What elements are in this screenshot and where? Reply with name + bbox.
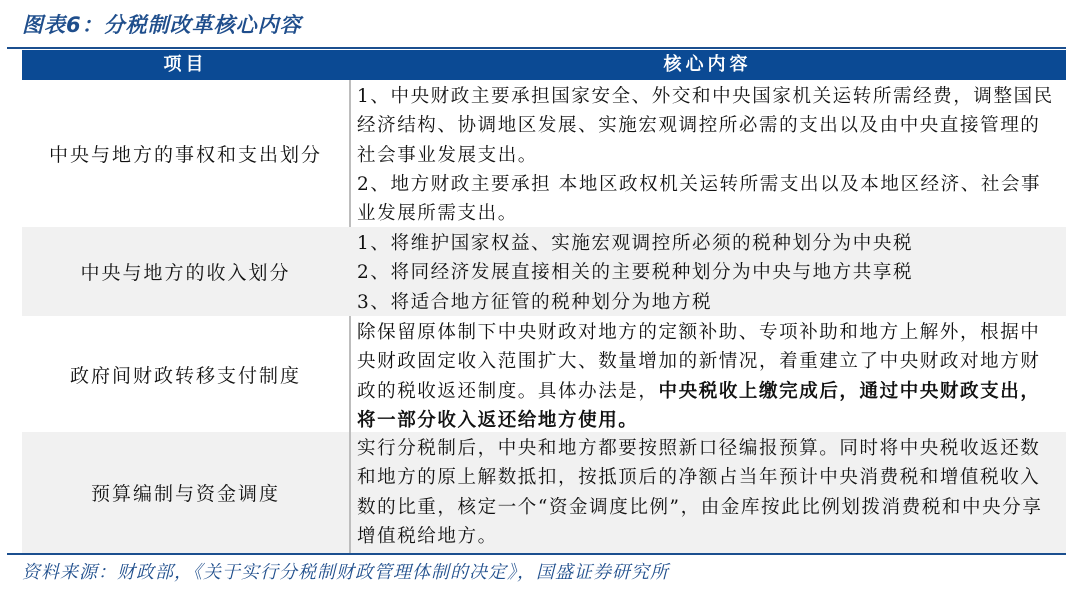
content-line: 2、地方财政主要承担 本地区政权机关运转所需支出以及本地区经济、社会事业发展所需支出。 xyxy=(357,173,1042,225)
table-header xyxy=(22,50,1066,80)
reform-table xyxy=(22,50,1066,553)
row-content xyxy=(349,316,1066,432)
content-normal-text: 除保留原体制下中央财政对地方的定额补助、专项补助和地方上解外，根据中央财政固定收入范围扩大、数量增加的新情况，着重建立了中央财政对地方财政的税收返还制度。具体办法是， xyxy=(357,322,1041,402)
bottom-rule xyxy=(7,553,1066,555)
source-note: 资料来源：财政部，《关于实行分税制财政管理体制的决定》，国盛证券研究所 xyxy=(22,562,669,583)
content-line: 1、将维护国家权益、实施宏观调控所必须的税种划分为中央税 xyxy=(357,233,914,254)
figure-title: 图表6：分税制改革核心内容 xyxy=(22,13,302,37)
content-paragraph xyxy=(357,318,1060,435)
row-item: 政府间财政转移支付制度 xyxy=(69,364,301,387)
row-item: 预算编制与资金调度 xyxy=(90,483,280,505)
content-bold-text: 中央税收上缴完成后，通过中央财政支出，将一部分收入返还给地方使用。 xyxy=(357,380,1041,431)
row-content xyxy=(349,227,1066,316)
header-content: 核心内容 xyxy=(663,54,752,75)
table-row xyxy=(22,227,1066,316)
row-content xyxy=(349,432,1066,553)
table-row xyxy=(22,316,1066,432)
row-item: 中央与地方的收入划分 xyxy=(80,262,291,284)
content-line: 1、中央财政主要承担国家安全、外交和中央国家机关运转所需经费，调整国民经济结构、协调地区发展、实施宏观调控所必需的支出以及由中央直接管理的社会事业发展支出。 xyxy=(357,86,1054,166)
content-line: 3、将适合地方征管的税种划分为地方税 xyxy=(357,291,713,313)
table-row xyxy=(22,80,1066,227)
content-line: 2、将同经济发展直接相关的主要税种划分为中央与地方共享税 xyxy=(357,262,914,284)
table-row xyxy=(22,432,1066,553)
content-line: 实行分税制后，中央和地方都要按照新口径编报预算。同时将中央税收返还数和地方的原上解数抵扣，按抵顶后的净额占当年预计中央消费税和增值税收入数的比重，核定一个“资金调度比例”，由金库按此比例划拨消费税和中央分享增值税给地方。 xyxy=(357,438,1043,547)
top-rule xyxy=(7,47,1066,49)
row-content xyxy=(349,80,1066,227)
header-item: 项目 xyxy=(163,54,208,75)
row-item: 中央与地方的事权和支出划分 xyxy=(48,144,322,166)
